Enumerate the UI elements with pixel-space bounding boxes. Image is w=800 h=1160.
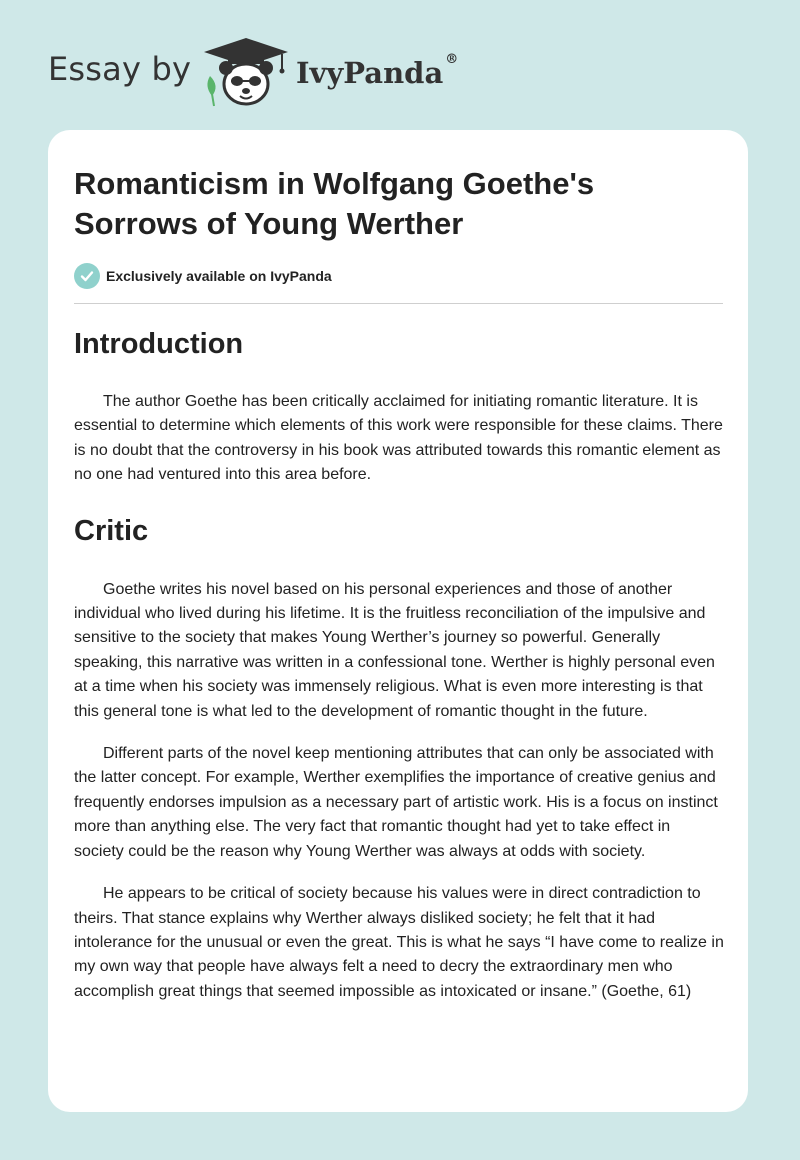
panda-graduate-icon [200, 36, 292, 108]
section-heading-critic: Critic [74, 514, 149, 547]
essay-by-label: Essay by [48, 50, 192, 88]
section-heading-introduction: Introduction [74, 328, 244, 360]
checkmark-icon [74, 263, 100, 289]
site-header [0, 0, 800, 130]
article-body [74, 320, 724, 1004]
paragraph: He appears to be critical of society because his values were in direct contradiction to theirs. That stance explains why Werther always disliked society; he felt that it had intolerance for the unusual or even the great. This is what he says “I have come to realize in my own way that people have always felt a need to decry the extraordinary men who accomplish great things that seemed impossible as intoxicated or insane.” (Goethe, 61) [74, 885, 724, 1000]
article-title: Romanticism in Wolfgang Goethe's Sorrows of Young Werther [74, 166, 595, 241]
paragraph: Different parts of the novel keep mentioning attributes that can only be associated with the latter concept. For example, Werther exemplifies the importance of creative genius and frequently endorses impulsion as a necessary part of artistic work. His is a focus on instinct more than anything else. The very fact that romantic thought had yet to take effect in society could be the reason why Young Werther was always at odds with society. [74, 745, 718, 860]
article-card [48, 130, 748, 1112]
brand-name: IvyPanda ® [296, 52, 459, 90]
exclusive-label: Exclusively available on IvyPanda [106, 268, 332, 284]
divider [74, 303, 723, 304]
paragraph: Goethe writes his novel based on his personal experiences and those of another individual who lived during his lifetime. It is the fruitless reconciliation of the impulsive and sensitive to the society that makes Young Werther’s journey so powerful. Generally speaking, this narrative was written in a confessional tone. Werther is highly personal even at a time when his society was immensely religious. What is even more interesting is that this general tone is what led to the development of romantic thought in the future. [74, 580, 715, 720]
paragraph: The author Goethe has been critically acclaimed for initiating romantic literature. It is essential to determine which elements of this work were responsible for these claims. There is no doubt that the controversy in his book was attributed towards this romantic element as no one had ventured into this area before. [74, 393, 723, 484]
exclusive-badge [74, 262, 332, 290]
